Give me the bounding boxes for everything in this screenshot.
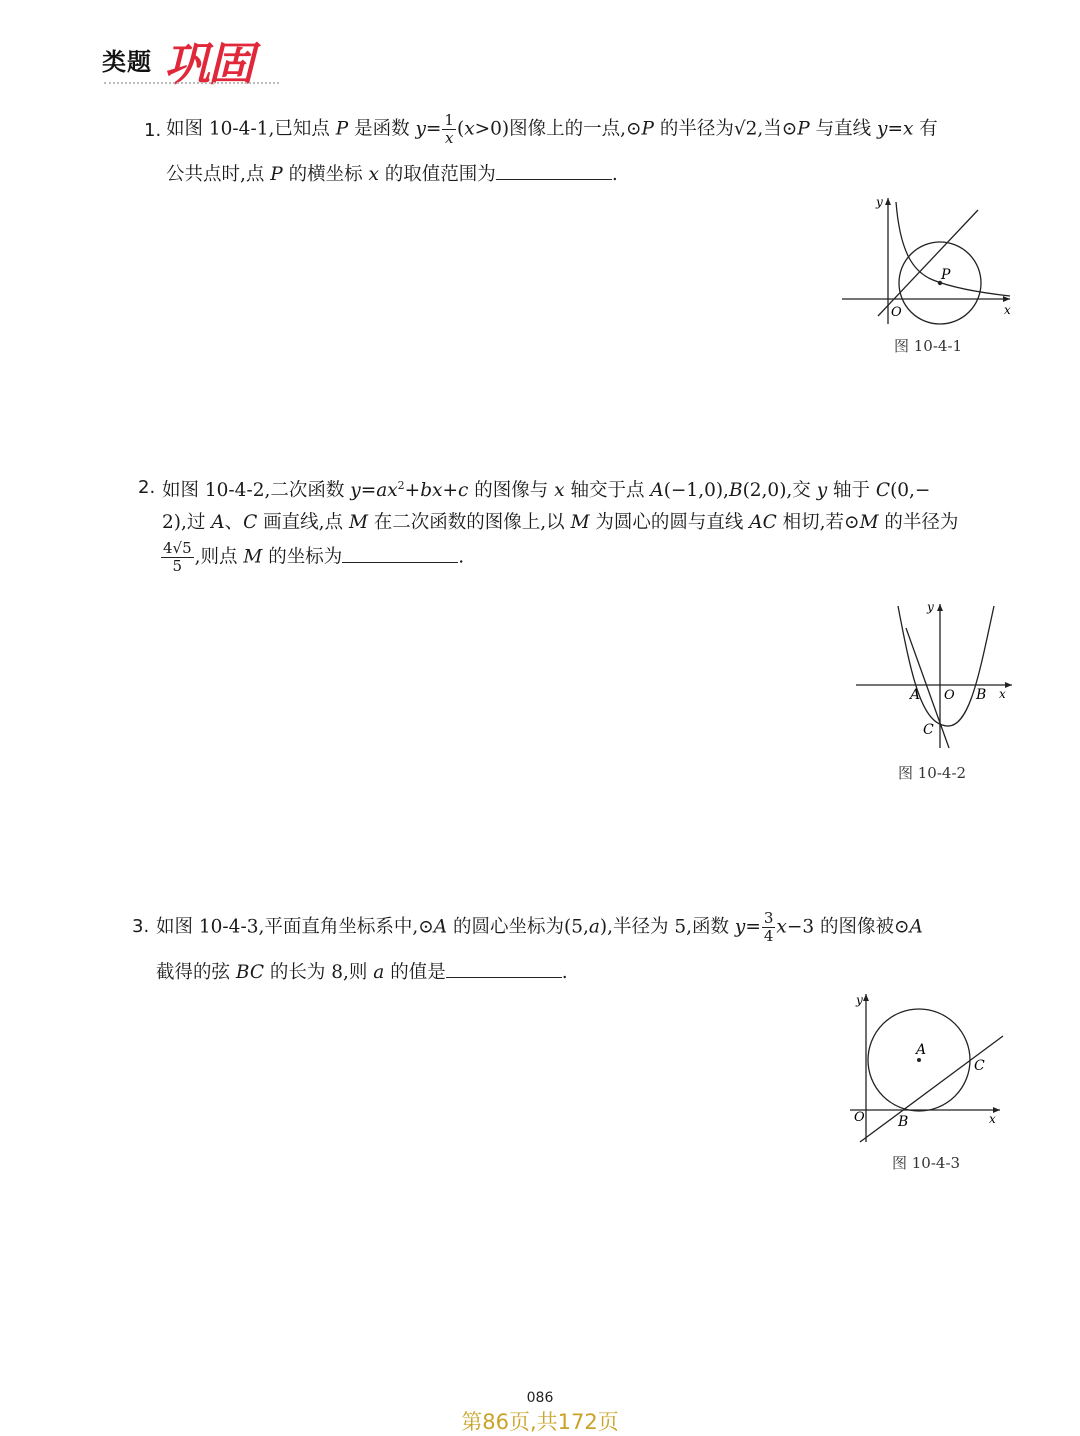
figure-caption: 图 10-4-1 — [894, 337, 963, 355]
figure-10-4-1-graph — [838, 192, 1018, 332]
figure-caption: 图 10-4-3 — [892, 1154, 961, 1172]
question-number: 3. — [132, 916, 150, 937]
question-text-line: 公共点时,点 P 的横坐标 x 的取值范围为 . — [166, 164, 618, 185]
page-info: 第86页,共172页 — [461, 1410, 619, 1434]
point-label-a: A — [910, 687, 921, 703]
origin-label: O — [891, 305, 902, 320]
figure-10-4-3 — [846, 990, 1016, 1175]
point-label-p: P — [941, 267, 951, 283]
figure-10-4-2-graph — [852, 600, 1022, 760]
question-text-line: 如图 10-4-2,二次函数 $y=ax^2+bx+c$ 的图像与 x 轴交于点 A(−1,0),B(2,0),交 y 轴于 C(0,− — [162, 478, 931, 501]
header-logo: 巩固 — [164, 37, 252, 91]
axis-label-x: x — [1004, 303, 1011, 317]
question-text-line: $\frac{4√5}{5}$ ,则点 M 的坐标为 . — [163, 539, 465, 575]
header-label: 类题 — [102, 48, 152, 76]
point-label-c: C — [923, 722, 934, 738]
axis-label-y: y — [856, 993, 863, 1007]
question-number: 2. — [138, 477, 156, 498]
origin-label: O — [944, 688, 955, 703]
figure-caption: 图 10-4-2 — [898, 764, 967, 782]
point-label-b: B — [898, 1114, 909, 1130]
axis-label-y: y — [876, 195, 883, 209]
question-number: 1. — [144, 120, 162, 141]
question-text-line: 截得的弦 BC 的长为 8,则 a 的值是 . — [156, 962, 568, 983]
axis-label-x: x — [999, 687, 1006, 701]
axis-label-y: y — [927, 600, 934, 614]
figure-10-4-3-graph — [846, 990, 1016, 1150]
figure-10-4-2 — [852, 600, 1022, 790]
origin-label: O — [854, 1110, 865, 1125]
axis-label-x: x — [989, 1112, 996, 1126]
answer-blank[interactable] — [446, 961, 562, 978]
answer-blank[interactable] — [496, 163, 612, 180]
fraction: $\frac{3}{4}$ — [763, 909, 774, 945]
fraction: $\frac{4√5}{5}$ — [163, 539, 192, 575]
figure-10-4-1 — [838, 192, 1018, 362]
fraction: $\frac{1}{x}$ — [444, 111, 454, 147]
question-text-line: 如图 10-4-1,已知点 P 是函数 y= $\frac{1}{x}$ (x>0)图像上的一点,⊙P 的半径为√2,当⊙P 与直线 y=x 有 — [166, 111, 938, 147]
section-header — [100, 28, 300, 91]
question-text-line: 如图 10-4-3,平面直角坐标系中,⊙A 的圆心坐标为(5,a),半径为 5,函数 y= $\frac{3}{4}$ x−3 的图像被⊙A — [156, 909, 923, 945]
answer-blank[interactable] — [342, 546, 458, 563]
header-divider — [104, 82, 279, 84]
point-label-b: B — [976, 687, 987, 703]
point-label-c: C — [974, 1058, 985, 1074]
point-label-a: A — [916, 1042, 927, 1058]
question-text-line: 2),过 A、C 画直线,点 M 在二次函数的图像上,以 M 为圆心的圆与直线 AC 相切,若⊙M 的半径为 — [162, 512, 959, 533]
page-number: 086 — [526, 1390, 554, 1406]
